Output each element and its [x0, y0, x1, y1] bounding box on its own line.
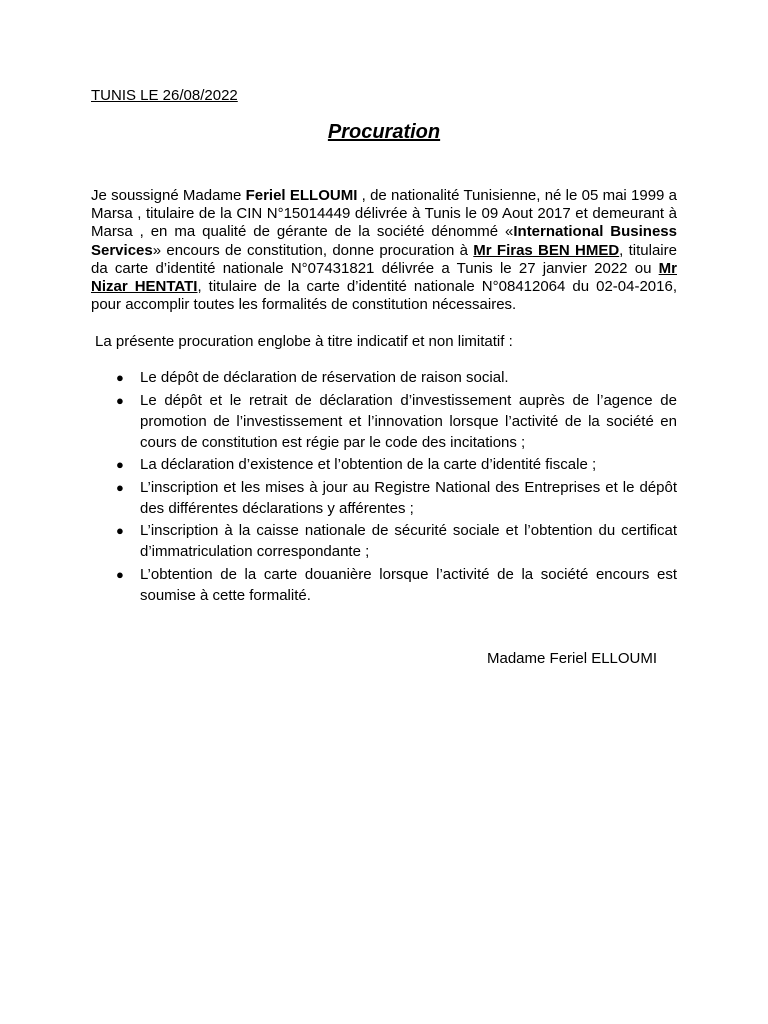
company-name: International Business Services: [91, 223, 677, 259]
list-item: [116, 454, 677, 475]
list-item: [116, 367, 677, 388]
bullet-icon: ●: [116, 479, 124, 495]
date-line: TUNIS LE 26/08/2022: [91, 87, 238, 104]
agent-2-name: Mr Nizar HENTATI: [91, 259, 677, 296]
list-item: [116, 477, 677, 519]
agent-1-name: Mr Firas BEN HMED: [473, 241, 620, 259]
paragraph-text-5: , titulaire de la carte d’identité nationale N°08412064 du 02-04-2016, pour accomplir toutes les formalités de constitution nécessaires.: [91, 278, 677, 314]
document-title: Procuration: [327, 121, 441, 143]
list-item-text: La déclaration d’existence et l’obtention de la carte d’identité fiscale ;: [140, 456, 597, 473]
list-item-text: Le dépôt et le retrait de déclaration d’investissement auprès de l’agence de promotion de l’investissement et l’innovation lorsque l’activité de la société en cours de constitution est régie par le code des incitations ;: [140, 391, 677, 451]
list-item-text: Le dépôt de déclaration de réservation de raison social.: [140, 369, 509, 386]
list-item: [116, 520, 677, 562]
bullet-icon: ●: [116, 392, 124, 408]
paragraph-text-1: Je soussigné Madame: [91, 187, 246, 204]
list-item-text: L’inscription à la caisse nationale de sécurité sociale et l’obtention du certificat d’immatriculation correspondante ;: [140, 522, 677, 560]
bullet-icon: ●: [116, 370, 124, 385]
paragraph-text-2: , de nationalité Tunisienne, né le 05 mai 1999 a Marsa , titulaire de la CIN N°15014449 délivrée à Tunis le 09 Aout 2017 et demeurant à Marsa , en ma qualité de gérante de la société dénommé «: [91, 187, 678, 241]
paragraph-text-4: , titulaire da carte d’identité nationale N°07431821 délivrée a Tunis le 27 janvier 2022 ou: [91, 241, 677, 277]
bullet-icon: ●: [116, 566, 124, 582]
grantor-name: Feriel ELLOUMI: [245, 187, 358, 204]
body-paragraph: [91, 187, 677, 314]
powers-list: [0, 367, 768, 607]
signature-line: Madame Feriel ELLOUMI: [487, 650, 658, 667]
list-item: [116, 564, 677, 606]
list-item-text: L’inscription et les mises à jour au Registre National des Entreprises et le dépôt des différentes déclarations y afférentes ;: [140, 478, 677, 517]
bullet-icon: ●: [116, 457, 124, 472]
list-item: [116, 390, 677, 453]
scope-intro: La présente procuration englobe à titre indicatif et non limitatif :: [95, 333, 513, 350]
paragraph-text-3: » encours de constitution, donne procuration à: [152, 241, 474, 259]
list-item-text: L’obtention de la carte douanière lorsque l’activité de la société encours est soumise à cette formalité.: [140, 565, 677, 604]
bullet-icon: ●: [116, 523, 124, 538]
